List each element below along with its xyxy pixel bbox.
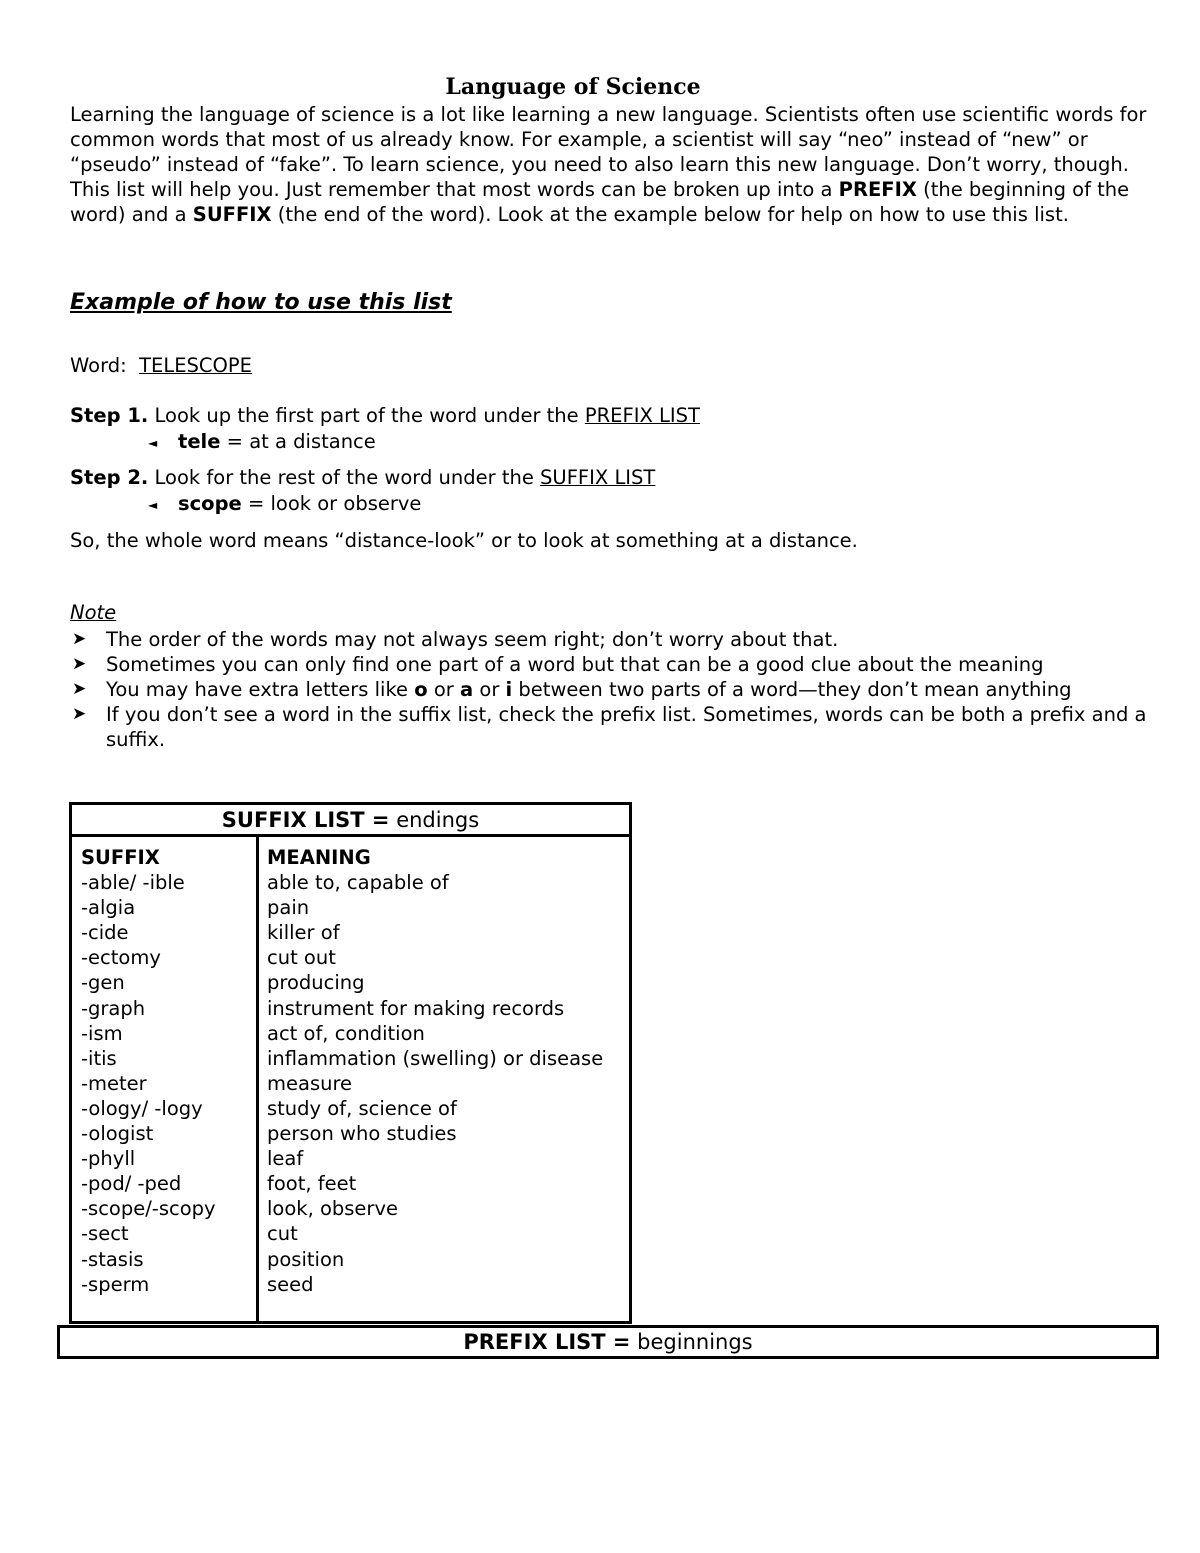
step-2-text: Look for the rest of the word under the bbox=[148, 466, 541, 489]
table-row-suffix: -phyll bbox=[81, 1147, 136, 1171]
example-word-line bbox=[70, 354, 252, 377]
word-label: Word: bbox=[70, 354, 127, 377]
arrow-bullet-icon: ➤ bbox=[72, 654, 87, 674]
step-1-bullet bbox=[148, 430, 376, 453]
intro-paragraph bbox=[70, 102, 1160, 227]
column-divider bbox=[256, 837, 259, 1321]
table-row-suffix: -meter bbox=[81, 1071, 147, 1095]
table-row-meaning: cut out bbox=[267, 946, 336, 970]
step-1-term: tele bbox=[178, 430, 221, 453]
example-heading: Example of how to use this list bbox=[70, 290, 452, 315]
table-row-suffix: -pod/ -ped bbox=[81, 1172, 182, 1196]
table-row-suffix: -algia bbox=[81, 896, 136, 920]
intro-text-3: (the end of the word). Look at the example below for help on how to use this list. bbox=[271, 203, 1069, 226]
step-2-term: scope bbox=[178, 492, 242, 515]
table-row-suffix: -ology/ -logy bbox=[81, 1096, 203, 1120]
table-row-suffix: -ologist bbox=[81, 1122, 154, 1146]
table-row-suffix: -cide bbox=[81, 921, 129, 945]
table-row-suffix: -scope/-scopy bbox=[81, 1197, 216, 1221]
arrow-bullet-icon: ➤ bbox=[72, 704, 87, 724]
table-row-suffix: -ectomy bbox=[81, 946, 161, 970]
suffix-list-table bbox=[69, 802, 632, 1324]
list-item: ➤ You may have extra letters like o or a or i between two parts of a word—they don’t mean anything bbox=[72, 678, 1072, 701]
table-row-suffix: -graph bbox=[81, 996, 146, 1020]
step-2-def: = look or observe bbox=[241, 492, 422, 515]
table-row-suffix: -gen bbox=[81, 971, 125, 995]
table-row-meaning: seed bbox=[267, 1272, 314, 1296]
table-row-meaning: person who studies bbox=[267, 1122, 457, 1146]
suffix-list-body bbox=[72, 837, 629, 1321]
table-row-suffix: -sperm bbox=[81, 1272, 150, 1296]
table-row-meaning: study of, science of bbox=[267, 1096, 457, 1120]
meaning-column-header: MEANING bbox=[267, 846, 371, 869]
intro-text-1: Learning the language of science is a lot like learning a new language. Scientists often use scientific words for common words that most of us already know. For example, a scientist will say “neo” instead of “new” or “pseudo” instead of “fake”. To learn science, you need to also learn this new language. Don’t worry, though. This list will help you. Just remember that most words can be broken up into a bbox=[70, 103, 1147, 201]
step-2-suffix-list-link: SUFFIX LIST bbox=[540, 466, 656, 489]
suffix-list-title: SUFFIX LIST = endings bbox=[72, 805, 629, 837]
table-row-meaning: killer of bbox=[267, 921, 340, 945]
example-word: TELESCOPE bbox=[139, 354, 252, 377]
list-item: ➤ Sometimes you can only find one part of a word but that can be a good clue about the meaning bbox=[72, 653, 1044, 676]
step-2-bullet bbox=[148, 492, 421, 515]
table-row-meaning: measure bbox=[267, 1071, 353, 1095]
table-row-suffix: -itis bbox=[81, 1046, 117, 1070]
intro-suffix-word: SUFFIX bbox=[192, 203, 272, 226]
table-row-meaning: instrument for making records bbox=[267, 996, 565, 1020]
table-row-suffix: -able/ -ible bbox=[81, 871, 185, 895]
table-row-meaning: pain bbox=[267, 896, 310, 920]
table-row-suffix: -sect bbox=[81, 1222, 129, 1246]
intro-text-2: (the beginning of the word) and a bbox=[70, 178, 1130, 226]
table-row-meaning: leaf bbox=[267, 1147, 304, 1171]
step-1-prefix-list-link: PREFIX LIST bbox=[584, 404, 700, 427]
arrow-bullet-icon: ➤ bbox=[72, 629, 87, 649]
table-row-meaning: look, observe bbox=[267, 1197, 398, 1221]
example-summary: So, the whole word means “distance-look” or to look at something at a distance. bbox=[70, 529, 858, 552]
table-row-meaning: able to, capable of bbox=[267, 871, 449, 895]
step-1-def: = at a distance bbox=[220, 430, 376, 453]
page-title: Language of Science bbox=[445, 74, 701, 100]
list-item: ➤ The order of the words may not always seem right; don’t worry about that. bbox=[72, 628, 839, 651]
step-2-label: Step 2. bbox=[70, 466, 149, 489]
note-list bbox=[70, 627, 1180, 752]
prefix-list-title: PREFIX LIST = beginnings bbox=[57, 1325, 1159, 1359]
table-row-meaning: position bbox=[267, 1247, 345, 1271]
intro-prefix-word: PREFIX bbox=[838, 178, 917, 201]
step-1 bbox=[70, 404, 700, 427]
table-row-suffix: -stasis bbox=[81, 1247, 144, 1271]
table-row-meaning: cut bbox=[267, 1222, 298, 1246]
meaning-column bbox=[267, 845, 603, 1297]
bullet-icon: ◄ bbox=[148, 497, 158, 512]
table-row-suffix: -ism bbox=[81, 1021, 123, 1045]
bullet-icon: ◄ bbox=[148, 435, 158, 450]
note-heading: Note bbox=[70, 601, 117, 624]
suffix-column bbox=[81, 845, 216, 1297]
step-1-text: Look up the first part of the word under the bbox=[148, 404, 585, 427]
table-row-meaning: inflammation (swelling) or disease bbox=[267, 1046, 604, 1070]
arrow-bullet-icon: ➤ bbox=[72, 679, 87, 699]
suffix-column-header: SUFFIX bbox=[81, 846, 160, 869]
table-row-meaning: foot, feet bbox=[267, 1172, 357, 1196]
table-row-meaning: producing bbox=[267, 971, 365, 995]
step-2 bbox=[70, 466, 655, 489]
step-1-label: Step 1. bbox=[70, 404, 149, 427]
table-row-meaning: act of, condition bbox=[267, 1021, 425, 1045]
list-item: ➤ If you don’t see a word in the suffix list, check the prefix list. Sometimes, words can be both a prefix and a suffix. bbox=[72, 703, 1147, 751]
